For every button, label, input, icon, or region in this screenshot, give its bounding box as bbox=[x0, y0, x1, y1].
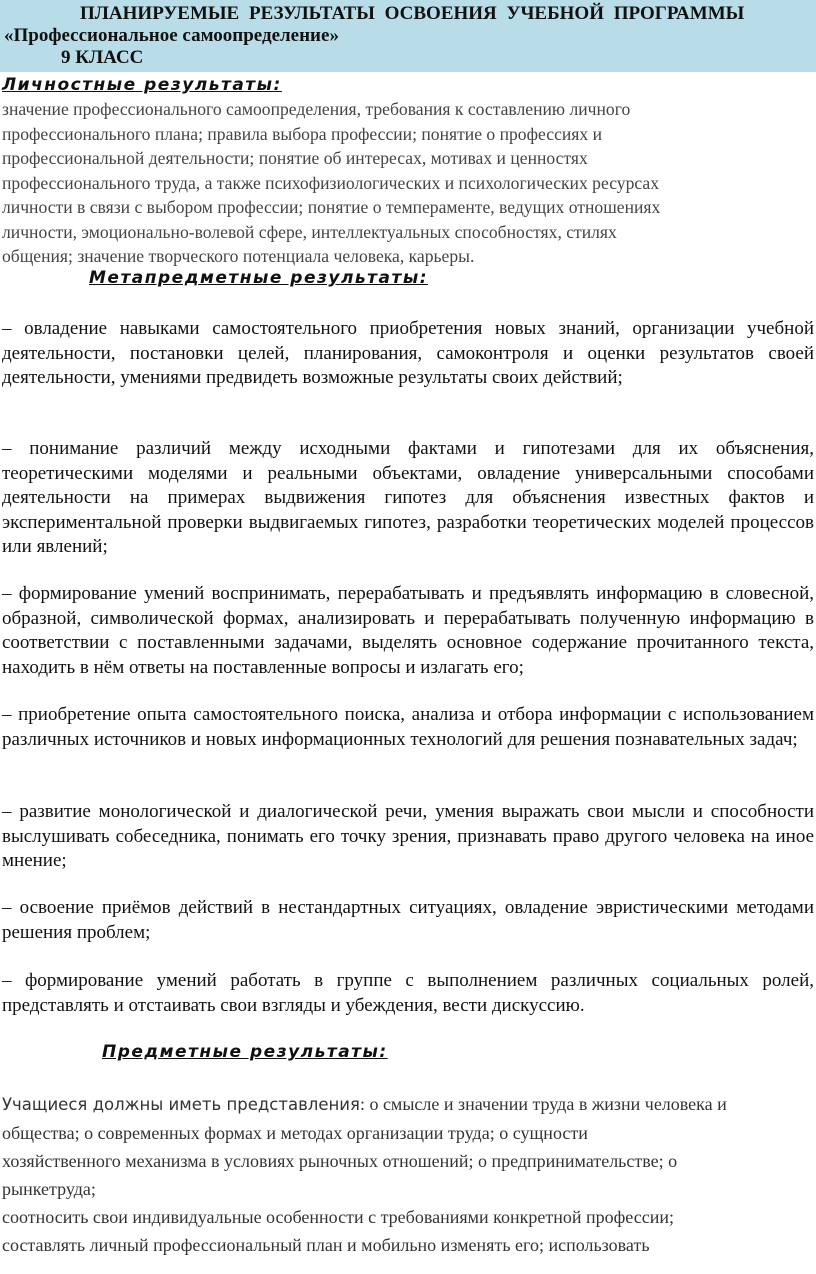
personal-line: значение профессионального самоопределения, требования к составлению личного bbox=[2, 99, 631, 119]
personal-results-heading: Личностные результаты: bbox=[2, 75, 282, 95]
meta-item: – формирование умений работать в группе с выполнением различных социальных ролей, представлять и отстаивать свои взгляды и убеждения, вести дискуссию. bbox=[2, 970, 814, 1016]
meta-item: – развитие монологической и диалогической речи, умения выражать свои мысли и способности выслушивать собеседника, понимать его точку зрения, признавать право другого человека на иное мнение; bbox=[2, 801, 814, 871]
subject-line: составлять личный профессиональный план и мобильно изменять его; использовать bbox=[2, 1235, 650, 1255]
meta-item: – приобретение опыта самостоятельного поиска, анализа и отбора информации с использованием различных источников и новых информационных технологий для решения познавательных задач; bbox=[2, 704, 814, 750]
personal-line: личности, эмоционально-волевой сфере, интеллектуальных способностях, стилях bbox=[2, 221, 617, 242]
title-banner bbox=[0, 0, 816, 72]
meta-item: – формирование умений воспринимать, перерабатывать и предъявлять информацию в словесной, образной, символической формах, анализировать и перерабатывать полученную информацию в соответствии с поставленными задачами, выделять основное содержание прочитанного текста, находить в нём ответы на поставленные вопросы и излагать его; bbox=[2, 583, 814, 678]
document-title: ПЛАНИРУЕМЫЕ РЕЗУЛЬТАТЫ ОСВОЕНИЯ УЧЕБНОЙ ПРОГРАММЫ bbox=[80, 3, 745, 24]
subject-lead: Учащиеся должны иметь представления bbox=[2, 1095, 360, 1114]
personal-line: профессиональной деятельности; понятие об интересах, мотивах и ценностях bbox=[2, 148, 588, 168]
subject-line: соотносить свои индивидуальные особенности с требованиями конкретной профессии; bbox=[2, 1207, 674, 1227]
personal-line: общения; значение творческого потенциала человека, карьеры. bbox=[2, 246, 475, 266]
course-name: «Профессиональное самоопределение» bbox=[4, 25, 339, 46]
subject-line: общества; о современных формах и методах организации труда; о сущности bbox=[2, 1123, 588, 1143]
meta-item: – понимание различий между исходными фактами и гипотезами для их объяснения, теоретическими моделями и реальными объектами, овладение универсальными способами деятельности на примерах выдвижения гипотез для объяснения известных фактов и экспериментальной проверки выдвигаемых гипотез, разработки теоретических моделей процессов или явлений; bbox=[2, 438, 814, 557]
meta-item: – овладение навыками самостоятельного приобретения новых знаний, организации учебной деятельности, постановки целей, планирования, самоконтроля и оценки результатов своей деятельности, умениями предвидеть возможные результаты своих действий; bbox=[2, 318, 814, 388]
personal-line: профессионального труда, а также психофизиологических и психологических ресурсах bbox=[2, 172, 660, 193]
subject-first-line bbox=[2, 1090, 802, 1119]
subject-line1-rest: : о смысле и значении труда в жизни человека и bbox=[359, 1094, 727, 1114]
personal-results-text bbox=[2, 97, 802, 269]
meta-item: – освоение приёмов действий в нестандартных ситуациях, овладение эвристическими методами решения проблем; bbox=[2, 897, 814, 943]
subject-line: рынкетруда; bbox=[2, 1179, 96, 1199]
subject-line: хозяйственного механизма в условиях рыночных отношений; о предпринимательстве; о bbox=[2, 1151, 678, 1171]
subject-results-text bbox=[2, 1090, 802, 1259]
subject-results-heading: Предметные результаты: bbox=[102, 1042, 388, 1062]
personal-line: профессионального плана; правила выбора профессии; понятие о профессиях и bbox=[2, 123, 602, 144]
meta-results-heading: Метапредметные результаты: bbox=[89, 268, 428, 288]
personal-line: личности в связи с выбором профессии; понятие о темпераменте, ведущих отношениях bbox=[2, 197, 661, 217]
grade-label: 9 КЛАСС bbox=[61, 47, 144, 68]
